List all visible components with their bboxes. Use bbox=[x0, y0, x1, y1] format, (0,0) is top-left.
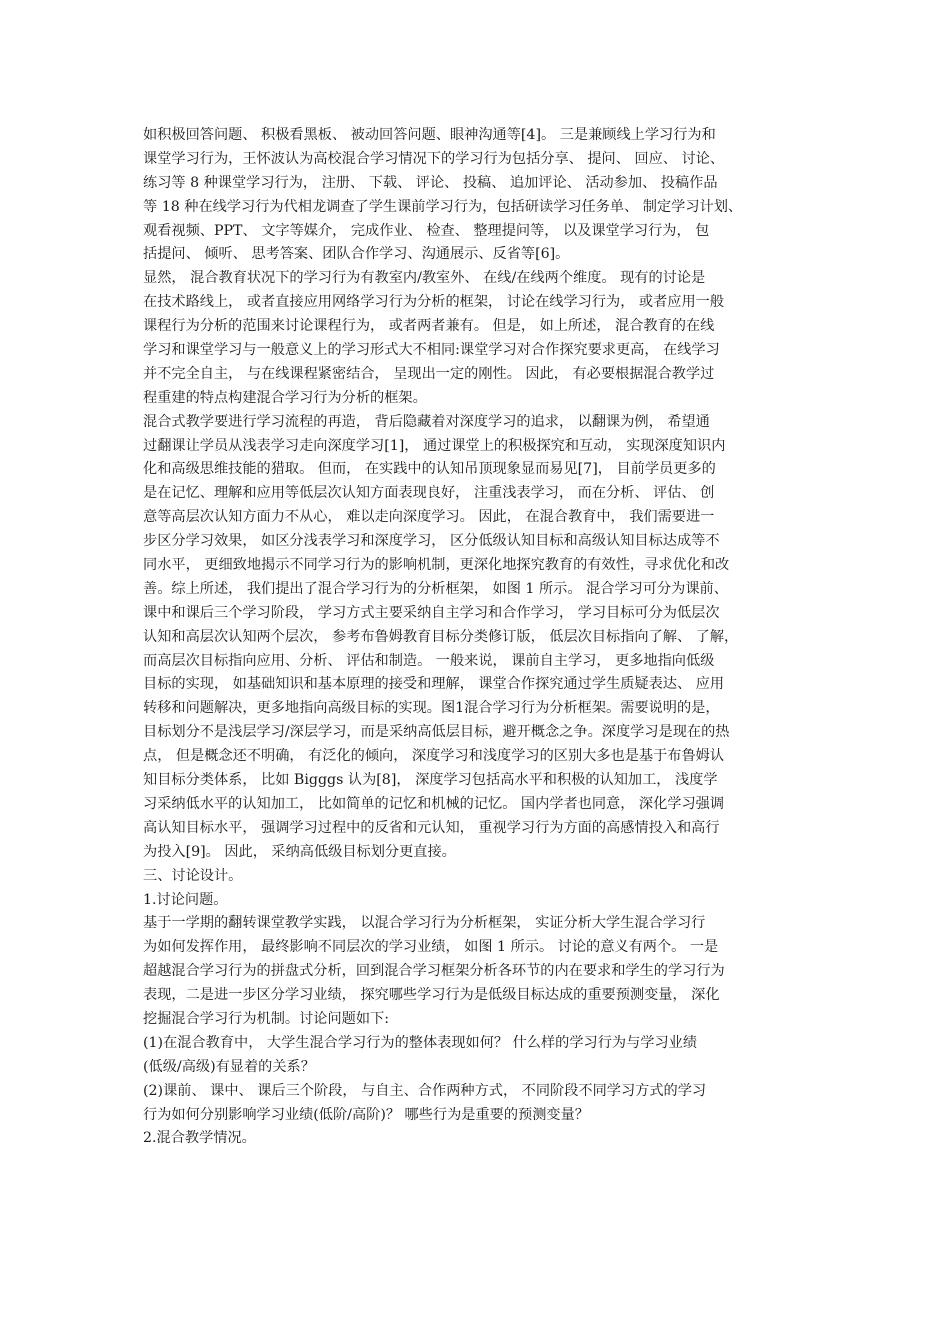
question-item: (2)课前、 课中、 课后三个阶段， 与自主、合作两种方式， 不同阶段不同学习方式的学习 bbox=[143, 1082, 707, 1099]
text-line: 等 18 种在线学习行为代相龙调查了学生课前学习行为，包括研读学习任务单、 制定学习计划、 bbox=[143, 198, 743, 215]
subsection-heading: 1.讨论问题。 bbox=[143, 891, 228, 908]
text-line: 表现，二是进一步区分学习业绩， 探究哪些学习行为是低级目标达成的重要预测变量， 深化 bbox=[143, 987, 720, 1004]
text-line: 课中和课后三个学习阶段， 学习方式主要采纳自主学习和合作学习， 学习目标可分为低层次 bbox=[143, 604, 720, 621]
text-line: 并不完全自主， 与在线课程紧密结合， 呈现出一定的刚性。 因此， 有必要根据混合教学过 bbox=[143, 365, 715, 382]
question-item: (1)在混合教育中， 大学生混合学习行为的整体表现如何？ 什么样的学习行为与学习业绩 bbox=[143, 1034, 698, 1051]
text-line: 目标划分不是浅层学习/深层学习，而是采纳高低层目标，避开概念之争。深度学习是现在的热 bbox=[143, 724, 730, 741]
text-line: 课堂学习行为，王怀波认为高校混合学习情况下的学习行为包括分享、 提问、 回应、 讨论、 bbox=[143, 150, 725, 167]
text-line: 在技术路线上， 或者直接应用网络学习行为分析的框架， 讨论在线学习行为， 或者应用一般 bbox=[143, 294, 725, 311]
text-line: 观看视频、PPT、 文字等媒介， 完成作业、 检查、 整理提问等， 以及课堂学习行为， 包 bbox=[143, 222, 710, 239]
text-line: 基于一学期的翻转课堂教学实践， 以混合学习行为分析框架， 实证分析大学生混合学习行 bbox=[143, 915, 706, 932]
text-line: 习采纳低水平的认知加工， 比如简单的记忆和机械的记忆。 国内学者也同意， 深化学习强调 bbox=[143, 795, 725, 812]
text-line: 善。综上所述， 我们提出了混合学习行为的分析框架， 如图 1 所示。 混合学习可分为课前、 bbox=[143, 580, 728, 597]
text-line: 显然， 混合教育状况下的学习行为有教室内/教室外、 在线/在线两个维度。 现有的讨论是 bbox=[143, 270, 706, 287]
text-line: 过翻课让学员从浅表学习走向深度学习[1]， 通过课堂上的积极探究和互动， 实现深度知识内 bbox=[143, 437, 726, 454]
text-line: 点， 但是概念还不明确， 有泛化的倾向， 深度学习和浅度学习的区别大多也是基于布鲁姆认 bbox=[143, 748, 725, 765]
section-heading: 三、讨论设计。 bbox=[143, 867, 243, 884]
text-line: 认知和高层次认知两个层次， 参考布鲁姆教育目标分类修订版， 低层次目标指向了解、 了解， bbox=[143, 628, 739, 645]
text-line: 学习和课堂学习与一般意义上的学习形式大不相同:课堂学习对合作探究要求更高， 在线学习 bbox=[143, 342, 720, 359]
text-line: 混合式教学要进行学习流程的再造， 背后隐藏着对深度学习的追求， 以翻课为例， 希望通 bbox=[143, 413, 710, 430]
text-line: 为投入[9]。 因此， 采纳高低级目标划分更直接。 bbox=[143, 843, 456, 860]
text-line: 超越混合学习行为的拼盘式分析，回到混合学习框架分析各环节的内在要求和学生的学习行为 bbox=[143, 963, 725, 980]
text-line: 高认知目标水平， 强调学习过程中的反省和元认知， 重视学习行为方面的高感情投入和高行 bbox=[143, 819, 720, 836]
text-line: 是在记忆、理解和应用等低层次认知方面表现良好， 注重浅表学习， 而在分析、 评估、 创 bbox=[143, 485, 715, 502]
body-text bbox=[143, 124, 815, 1151]
text-line: 知目标分类体系， 比如 Bigggs 认为[8]， 深度学习包括高水平和积极的认知加工， 浅度学 bbox=[143, 772, 718, 789]
text-line: 同水平， 更细致地揭示不同学习行为的影响机制，更深化地探究教育的有效性，寻求优化和改 bbox=[143, 557, 730, 574]
text-line: 转移和问题解决，更多地指向高级目标的实现。图1混合学习行为分析框架。需要说明的是， bbox=[143, 700, 720, 717]
question-item: 行为如何分别影响学习业绩(低阶/高阶)？ 哪些行为是重要的预测变量？ bbox=[143, 1106, 589, 1123]
text-line: 练习等 8 种课堂学习行为， 注册、 下载、 评论、 投稿、 追加评论、 活动参加、 投稿作品 bbox=[143, 174, 718, 191]
text-line: 如积极回答问题、 积极看黑板、 被动回答问题、眼神沟通等[4]。 三是兼顾线上学习行为和 bbox=[143, 127, 716, 143]
text-line: 为如何发挥作用， 最终影响不同层次的学习业绩， 如图 1 所示。 讨论的意义有两个。 一是 bbox=[143, 939, 719, 956]
text-line: 括提问、 倾听、 思考答案、团队合作学习、沟通展示、反省等[6]。 bbox=[143, 246, 570, 263]
text-line: 目标的实现， 如基础知识和基本原理的接受和理解， 课堂合作探究通过学生质疑表达、 应用 bbox=[143, 676, 725, 693]
subsection-heading: 2.混合教学情况。 bbox=[143, 1130, 256, 1147]
text-line: 课程行为分析的范围来讨论课程行为， 或者两者兼有。 但是， 如上所述， 混合教育的在线 bbox=[143, 318, 715, 335]
text-line: 程重建的特点构建混合学习行为分析的框架。 bbox=[143, 389, 427, 406]
text-line: 意等高层次认知方面力不从心， 难以走向深度学习。 因此， 在混合教育中， 我们需要进一 bbox=[143, 509, 715, 526]
text-line: 化和高级思维技能的猎取。 但而， 在实践中的认知吊顶现象显而易见[7]， 目前学员更多的 bbox=[143, 461, 716, 478]
text-line: 步区分学习效果， 如区分浅表学习和深度学习， 区分低级认知目标和高级认知目标达成等不 bbox=[143, 533, 720, 550]
question-item: (低级/高级)有显着的关系？ bbox=[143, 1058, 315, 1075]
text-line: 挖掘混合学习行为机制。讨论问题如下: bbox=[143, 1010, 389, 1027]
text-line: 而高层次目标指向应用、分析、 评估和制造。 一般来说， 课前自主学习， 更多地指向低级 bbox=[143, 652, 715, 669]
